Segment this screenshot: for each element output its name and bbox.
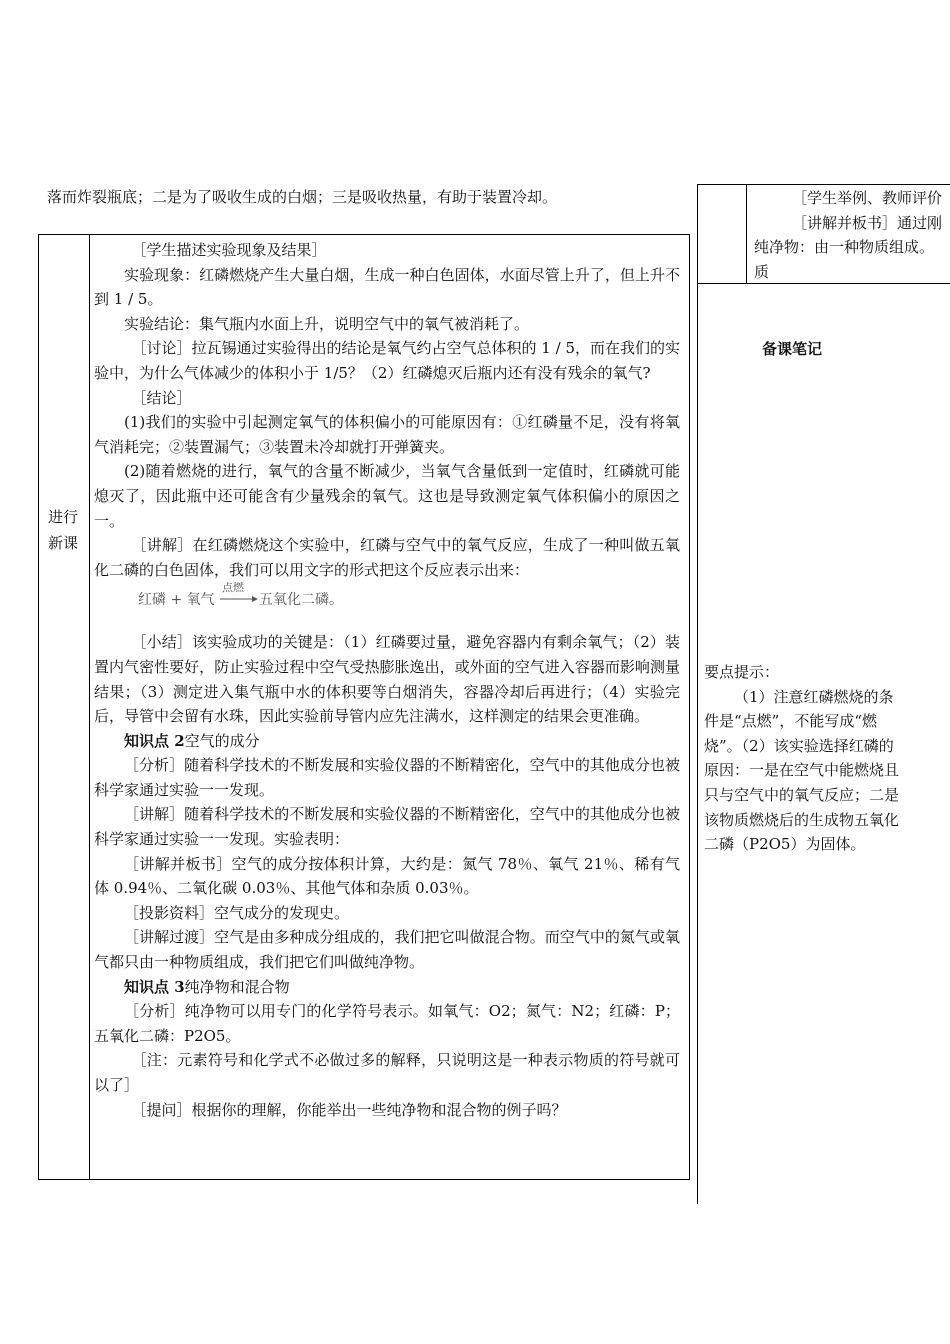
right-line-1: ［学生举例、教师评价 — [792, 189, 943, 207]
lesson-content — [94, 238, 680, 1122]
row-label-line-1: 进行 — [47, 508, 78, 526]
board-writing-paragraph: ［讲解并板书］空气的成分按体积计算，大约是：氮气 78％、氧气 21％、稀有气体 0.94％、二氧化碳 0.03％、其他气体和杂质 0.03％。 — [94, 854, 680, 898]
arrow-icon — [252, 596, 258, 602]
projection-paragraph: ［投影资料］空气成分的发现史。 — [124, 903, 350, 922]
explanation-paragraph-2: ［讲解］随着科学技术的不断发展和实验仪器的不断精密化，空气中的其他成分也被科学家通过实验一一发现。实验表明： — [94, 805, 680, 849]
table-divider — [89, 235, 90, 1179]
right-table-divider — [746, 185, 747, 283]
experiment-conclusion: 实验结论：集气瓶内水面上升，说明空气中的氧气被消耗了。 — [124, 314, 530, 333]
equation-condition: 点燃 — [222, 582, 244, 595]
discussion-paragraph: ［讨论］拉瓦锡通过实验得出的结论是氧气约占空气总体积的 1 / 5，而在我们的实验中，为什么气体减少的体积小于 1/5？（2）红磷熄灭后瓶内还有没有残余的氧气? — [94, 339, 680, 382]
right-column-divider — [697, 284, 698, 1204]
knowledge-point-3-title: 纯净物和混合物 — [184, 977, 290, 996]
conclusion-point-2: (2)随着燃烧的进行，氧气的含量不断减少，当氧气含量低到一定值时，红磷就可能熄灭了，因此瓶中还可能含有少量残余的氧气。这也是导致测定氧气体积偏小的原因之一。 — [94, 462, 680, 530]
experiment-phenomenon: 实验现象：红磷燃烧产生大量白烟，生成一种白色固体，水面尽管上升了，但上升不到 1 / 5。 — [94, 265, 680, 309]
conclusion-point-1: (1)我们的实验中引起测定氧气的体积偏小的可能原因有：①红磷量不足，没有将氧气消耗完；②装置漏气；③装置未冷却就打开弹簧夹。 — [94, 413, 680, 456]
right-line-4: 质 — [754, 262, 770, 281]
knowledge-point-2 — [94, 729, 680, 754]
equation-reactants: 红磷 + 氧气 — [138, 592, 215, 609]
knowledge-point-2-title: 空气的成分 — [184, 731, 260, 750]
transition-paragraph: ［讲解过渡］空气是由多种成分组成的，我们把它叫做混合物。而空气中的氮气或氧气都只由一种物质组成，我们把它们叫做纯净物。 — [94, 928, 680, 972]
right-line-2: ［讲解并板书］通过刚 — [792, 213, 943, 232]
analysis-paragraph-2: ［分析］纯净物可以用专门的化学符号表示。如氧气：O2；氮气：N2；红磷：P；五氧化二磷：P2O5。 — [94, 1002, 680, 1045]
student-describe-heading: ［学生描述实验现象及结果］ — [131, 241, 327, 259]
note-paragraph: ［注：元素符号和化学式不必做过多的解释，只说明这是一种表示物质的符号就可以了］ — [94, 1051, 680, 1094]
question-paragraph: ［提问］根据你的理解，你能举出一些纯净物和混合物的例子吗？ — [131, 1100, 567, 1119]
conclusion-heading: ［结论］ — [131, 388, 192, 407]
row-label — [46, 504, 80, 556]
key-points-tips — [704, 660, 908, 857]
prep-notes-title: 备课笔记 — [762, 340, 823, 358]
tips-title: 要点提示： — [704, 663, 780, 681]
equation-product: 五氧化二磷。 — [259, 592, 343, 609]
analysis-paragraph-1: ［分析］随着科学技术的不断发展和实验仪器的不断精密化，空气中的其他成分也被科学家通过实验一一发现。 — [94, 756, 680, 799]
knowledge-point-3 — [94, 975, 680, 1000]
explanation-paragraph: ［讲解］在红磷燃烧这个实验中，红磷与空气中的氧气反应，生成了一种叫做五氧化二磷的白色固体，我们可以用文字的形式把这个反应表示出来： — [94, 536, 680, 579]
knowledge-point-3-label: 知识点 3 — [124, 977, 185, 996]
right-line-3: 纯净物：由一种物质组成。 — [754, 238, 935, 257]
tips-body: （1）注意红磷燃烧的条件是“点燃”，不能写成“燃烧”。（2）该实验选择红磷的原因：一是在空气中能燃烧且只与空气中的氧气反应；二是该物质燃烧后的生成物五氧化二磷（P2O5）为固体。 — [704, 687, 900, 854]
continued-text-line: 落而炸裂瓶底；二是为了吸收生成的白烟；三是吸收热量，有助于装置冷却。 — [47, 188, 558, 206]
word-equation — [94, 582, 680, 630]
right-top-text — [754, 186, 950, 284]
summary-paragraph: ［小结］该实验成功的关键是：（1）红磷要过量，避免容器内有剩余氧气；（2）装置内气密性要好，防止实验过程中空气受热膨胀逸出，或外面的空气进入容器而影响测量结果；（3）测定进入集气瓶中水的体积要等白烟消失，容器冷却后再进行；（4）实验完后，导管中会留有水珠，因此实验前导管内应先注满水，这样测定的结果会更准确。 — [94, 633, 680, 726]
word-equation-graphic — [138, 582, 358, 612]
row-label-line-2: 新课 — [47, 534, 78, 552]
knowledge-point-2-label: 知识点 2 — [124, 731, 185, 750]
